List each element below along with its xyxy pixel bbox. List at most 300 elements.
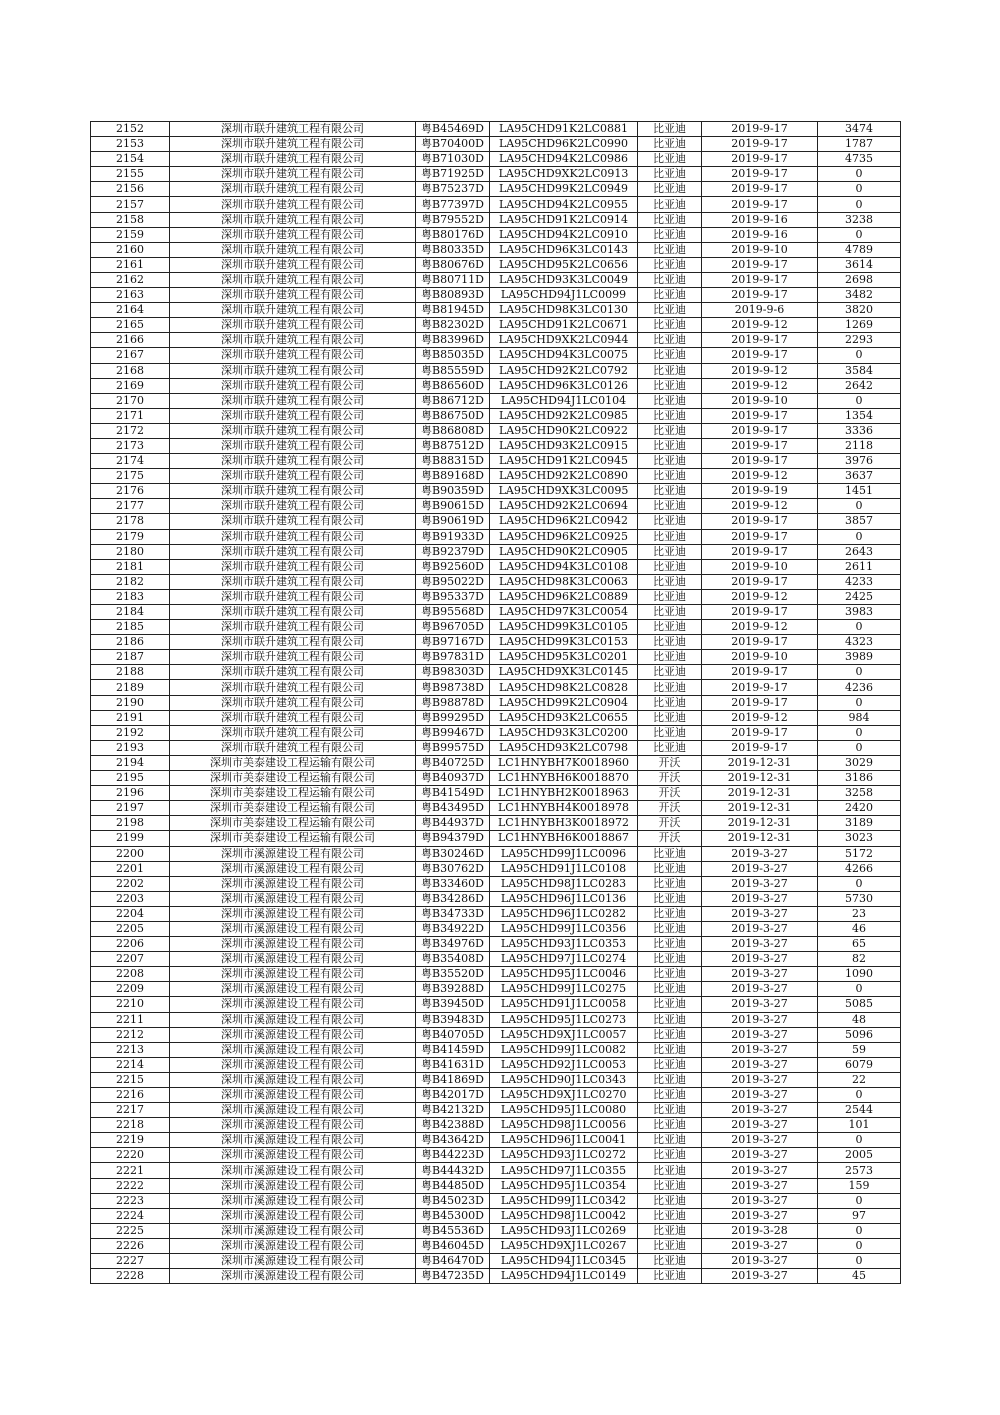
row-number-cell: 2217 [91,1103,170,1118]
brand-cell: 比亚迪 [638,1118,702,1133]
row-number-cell: 2210 [91,997,170,1012]
row-number-cell: 2173 [91,438,170,453]
vin-cell: LA95CHD9XJ1LC0267 [490,1238,638,1253]
plate-number-cell: 粤B45023D [416,1193,490,1208]
company-name-cell: 深圳市溪源建设工程有限公司 [170,997,416,1012]
vin-cell: LA95CHD9XK3LC0095 [490,484,638,499]
row-number-cell: 2215 [91,1072,170,1087]
date-cell: 2019-9-17 [702,514,818,529]
row-number-cell: 2199 [91,831,170,846]
brand-cell: 比亚迪 [638,454,702,469]
brand-cell: 比亚迪 [638,1042,702,1057]
brand-cell: 比亚迪 [638,605,702,620]
value-cell: 2611 [818,559,901,574]
vin-cell: LA95CHD90K2LC0922 [490,423,638,438]
company-name-cell: 深圳市美泰建设工程运输有限公司 [170,816,416,831]
brand-cell: 比亚迪 [638,1012,702,1027]
plate-number-cell: 粤B81945D [416,303,490,318]
brand-cell: 比亚迪 [638,589,702,604]
vin-cell: LA95CHD90J1LC0343 [490,1072,638,1087]
value-cell: 5172 [818,846,901,861]
date-cell: 2019-9-17 [702,605,818,620]
vin-cell: LC1HNYBH4K0018978 [490,801,638,816]
row-number-cell: 2223 [91,1193,170,1208]
row-number-cell: 2161 [91,257,170,272]
plate-number-cell: 粤B34733D [416,906,490,921]
company-name-cell: 深圳市溪源建设工程有限公司 [170,846,416,861]
vin-cell: LA95CHD94K3LC0075 [490,348,638,363]
brand-cell: 比亚迪 [638,408,702,423]
value-cell: 3474 [818,122,901,137]
value-cell: 0 [818,1223,901,1238]
date-cell: 2019-9-17 [702,635,818,650]
date-cell: 2019-3-27 [702,1118,818,1133]
company-name-cell: 深圳市联升建筑工程有限公司 [170,589,416,604]
value-cell: 97 [818,1208,901,1223]
value-cell: 3584 [818,363,901,378]
date-cell: 2019-9-17 [702,167,818,182]
date-cell: 2019-9-12 [702,499,818,514]
value-cell: 4233 [818,574,901,589]
table-row [91,438,901,453]
vin-cell: LA95CHD96K2LC0942 [490,514,638,529]
brand-cell: 比亚迪 [638,182,702,197]
value-cell: 3820 [818,303,901,318]
row-number-cell: 2218 [91,1118,170,1133]
value-cell: 0 [818,499,901,514]
date-cell: 2019-9-17 [702,272,818,287]
plate-number-cell: 粤B97831D [416,650,490,665]
value-cell: 2573 [818,1163,901,1178]
date-cell: 2019-9-10 [702,393,818,408]
vin-cell: LA95CHD9XK2LC0913 [490,167,638,182]
brand-cell: 比亚迪 [638,393,702,408]
value-cell: 46 [818,921,901,936]
plate-number-cell: 粤B47235D [416,1269,490,1284]
company-name-cell: 深圳市溪源建设工程有限公司 [170,1133,416,1148]
brand-cell: 比亚迪 [638,363,702,378]
plate-number-cell: 粤B86712D [416,393,490,408]
company-name-cell: 深圳市联升建筑工程有限公司 [170,257,416,272]
table-row [91,197,901,212]
vin-cell: LA95CHD99J1LC0096 [490,846,638,861]
brand-cell: 开沃 [638,816,702,831]
table-row [91,137,901,152]
date-cell: 2019-12-31 [702,755,818,770]
date-cell: 2019-9-10 [702,650,818,665]
row-number-cell: 2162 [91,272,170,287]
vehicle-registry-table [90,121,901,1284]
table-row [91,499,901,514]
brand-cell: 比亚迪 [638,665,702,680]
date-cell: 2019-9-17 [702,257,818,272]
brand-cell: 比亚迪 [638,288,702,303]
row-number-cell: 2158 [91,212,170,227]
table-row [91,182,901,197]
plate-number-cell: 粤B41459D [416,1042,490,1057]
date-cell: 2019-3-27 [702,861,818,876]
row-number-cell: 2204 [91,906,170,921]
brand-cell: 开沃 [638,786,702,801]
table-row [91,635,901,650]
vin-cell: LA95CHD9XK2LC0944 [490,333,638,348]
table-row [91,1012,901,1027]
date-cell: 2019-3-27 [702,1042,818,1057]
table-row [91,801,901,816]
vin-cell: LA95CHD97J1LC0274 [490,952,638,967]
value-cell: 45 [818,1269,901,1284]
row-number-cell: 2205 [91,921,170,936]
row-number-cell: 2198 [91,816,170,831]
row-number-cell: 2225 [91,1223,170,1238]
brand-cell: 比亚迪 [638,710,702,725]
vin-cell: LA95CHD96K3LC0143 [490,242,638,257]
plate-number-cell: 粤B88315D [416,454,490,469]
value-cell: 3983 [818,605,901,620]
date-cell: 2019-3-27 [702,921,818,936]
company-name-cell: 深圳市联升建筑工程有限公司 [170,665,416,680]
company-name-cell: 深圳市联升建筑工程有限公司 [170,137,416,152]
plate-number-cell: 粤B79552D [416,212,490,227]
company-name-cell: 深圳市溪源建设工程有限公司 [170,1254,416,1269]
brand-cell: 比亚迪 [638,967,702,982]
row-number-cell: 2224 [91,1208,170,1223]
value-cell: 2420 [818,801,901,816]
brand-cell: 比亚迪 [638,635,702,650]
brand-cell: 比亚迪 [638,1254,702,1269]
date-cell: 2019-9-17 [702,408,818,423]
table-row [91,348,901,363]
vin-cell: LA95CHD98K3LC0130 [490,303,638,318]
row-number-cell: 2183 [91,589,170,604]
brand-cell: 比亚迪 [638,318,702,333]
company-name-cell: 深圳市溪源建设工程有限公司 [170,861,416,876]
vin-cell: LA95CHD93J1LC0353 [490,937,638,952]
company-name-cell: 深圳市联升建筑工程有限公司 [170,740,416,755]
company-name-cell: 深圳市联升建筑工程有限公司 [170,710,416,725]
vehicle-registry-table-page [90,121,900,1284]
vin-cell: LC1HNYBH6K0018870 [490,771,638,786]
row-number-cell: 2192 [91,725,170,740]
brand-cell: 比亚迪 [638,1148,702,1163]
table-row [91,1163,901,1178]
brand-cell: 比亚迪 [638,1269,702,1284]
row-number-cell: 2207 [91,952,170,967]
company-name-cell: 深圳市联升建筑工程有限公司 [170,393,416,408]
date-cell: 2019-9-17 [702,288,818,303]
table-row [91,423,901,438]
brand-cell: 比亚迪 [638,574,702,589]
vin-cell: LA95CHD95J1LC0080 [490,1103,638,1118]
brand-cell: 比亚迪 [638,167,702,182]
table-row [91,725,901,740]
company-name-cell: 深圳市溪源建设工程有限公司 [170,1238,416,1253]
vin-cell: LA95CHD97K3LC0054 [490,605,638,620]
value-cell: 0 [818,876,901,891]
table-row [91,952,901,967]
value-cell: 3186 [818,771,901,786]
vin-cell: LA95CHD91K2LC0914 [490,212,638,227]
plate-number-cell: 粤B30246D [416,846,490,861]
row-number-cell: 2214 [91,1057,170,1072]
date-cell: 2019-9-17 [702,348,818,363]
brand-cell: 比亚迪 [638,242,702,257]
vin-cell: LA95CHD99J1LC0275 [490,982,638,997]
table-row [91,1193,901,1208]
plate-number-cell: 粤B99467D [416,725,490,740]
table-row [91,257,901,272]
row-number-cell: 2209 [91,982,170,997]
brand-cell: 比亚迪 [638,1072,702,1087]
table-row [91,1133,901,1148]
date-cell: 2019-3-27 [702,1193,818,1208]
row-number-cell: 2175 [91,469,170,484]
value-cell: 0 [818,348,901,363]
table-row [91,454,901,469]
vin-cell: LA95CHD95J1LC0046 [490,967,638,982]
brand-cell: 比亚迪 [638,1163,702,1178]
date-cell: 2019-3-28 [702,1223,818,1238]
vin-cell: LA95CHD92K2LC0890 [490,469,638,484]
row-number-cell: 2200 [91,846,170,861]
plate-number-cell: 粤B98303D [416,665,490,680]
row-number-cell: 2157 [91,197,170,212]
company-name-cell: 深圳市联升建筑工程有限公司 [170,333,416,348]
date-cell: 2019-9-17 [702,333,818,348]
company-name-cell: 深圳市联升建筑工程有限公司 [170,167,416,182]
brand-cell: 比亚迪 [638,1178,702,1193]
brand-cell: 比亚迪 [638,423,702,438]
value-cell: 4236 [818,680,901,695]
value-cell: 2118 [818,438,901,453]
date-cell: 2019-9-17 [702,725,818,740]
row-number-cell: 2213 [91,1042,170,1057]
row-number-cell: 2212 [91,1027,170,1042]
vin-cell: LA95CHD9XJ1LC0270 [490,1088,638,1103]
date-cell: 2019-12-31 [702,816,818,831]
table-row [91,152,901,167]
date-cell: 2019-9-10 [702,242,818,257]
plate-number-cell: 粤B42388D [416,1118,490,1133]
company-name-cell: 深圳市美泰建设工程运输有限公司 [170,801,416,816]
company-name-cell: 深圳市溪源建设工程有限公司 [170,1223,416,1238]
row-number-cell: 2227 [91,1254,170,1269]
date-cell: 2019-9-6 [702,303,818,318]
plate-number-cell: 粤B98878D [416,695,490,710]
row-number-cell: 2208 [91,967,170,982]
plate-number-cell: 粤B44223D [416,1148,490,1163]
plate-number-cell: 粤B85559D [416,363,490,378]
company-name-cell: 深圳市溪源建设工程有限公司 [170,982,416,997]
vin-cell: LC1HNYBH6K0018867 [490,831,638,846]
plate-number-cell: 粤B46045D [416,1238,490,1253]
table-row [91,650,901,665]
plate-number-cell: 粤B86560D [416,378,490,393]
table-row [91,167,901,182]
vin-cell: LA95CHD91K2LC0881 [490,122,638,137]
plate-number-cell: 粤B30762D [416,861,490,876]
vin-cell: LA95CHD90K2LC0905 [490,544,638,559]
value-cell: 0 [818,167,901,182]
date-cell: 2019-3-27 [702,1072,818,1087]
plate-number-cell: 粤B80676D [416,257,490,272]
plate-number-cell: 粤B39288D [416,982,490,997]
value-cell: 5085 [818,997,901,1012]
brand-cell: 比亚迪 [638,152,702,167]
plate-number-cell: 粤B92379D [416,544,490,559]
table-row [91,831,901,846]
brand-cell: 比亚迪 [638,227,702,242]
plate-number-cell: 粤B85035D [416,348,490,363]
brand-cell: 比亚迪 [638,499,702,514]
company-name-cell: 深圳市美泰建设工程运输有限公司 [170,755,416,770]
plate-number-cell: 粤B95337D [416,589,490,604]
table-row [91,1103,901,1118]
date-cell: 2019-9-12 [702,620,818,635]
plate-number-cell: 粤B46470D [416,1254,490,1269]
brand-cell: 比亚迪 [638,1027,702,1042]
vin-cell: LA95CHD93K3LC0049 [490,272,638,287]
vin-cell: LA95CHD93J1LC0272 [490,1148,638,1163]
row-number-cell: 2188 [91,665,170,680]
date-cell: 2019-3-27 [702,1178,818,1193]
row-number-cell: 2153 [91,137,170,152]
vin-cell: LA95CHD96K2LC0990 [490,137,638,152]
plate-number-cell: 粤B44432D [416,1163,490,1178]
date-cell: 2019-9-12 [702,589,818,604]
row-number-cell: 2189 [91,680,170,695]
date-cell: 2019-9-17 [702,454,818,469]
row-number-cell: 2211 [91,1012,170,1027]
vin-cell: LA95CHD99K3LC0105 [490,620,638,635]
value-cell: 2293 [818,333,901,348]
vin-cell: LA95CHD96K2LC0925 [490,529,638,544]
plate-number-cell: 粤B35520D [416,967,490,982]
brand-cell: 开沃 [638,801,702,816]
table-row [91,1027,901,1042]
brand-cell: 比亚迪 [638,740,702,755]
date-cell: 2019-9-17 [702,122,818,137]
date-cell: 2019-3-27 [702,1148,818,1163]
plate-number-cell: 粤B95568D [416,605,490,620]
value-cell: 0 [818,620,901,635]
table-row [91,1072,901,1087]
company-name-cell: 深圳市联升建筑工程有限公司 [170,454,416,469]
row-number-cell: 2195 [91,771,170,786]
row-number-cell: 2167 [91,348,170,363]
date-cell: 2019-3-27 [702,1163,818,1178]
company-name-cell: 深圳市美泰建设工程运输有限公司 [170,831,416,846]
row-number-cell: 2185 [91,620,170,635]
plate-number-cell: 粤B98738D [416,680,490,695]
company-name-cell: 深圳市联升建筑工程有限公司 [170,514,416,529]
brand-cell: 比亚迪 [638,650,702,665]
row-number-cell: 2163 [91,288,170,303]
value-cell: 0 [818,197,901,212]
table-row [91,574,901,589]
date-cell: 2019-3-27 [702,982,818,997]
brand-cell: 比亚迪 [638,333,702,348]
company-name-cell: 深圳市联升建筑工程有限公司 [170,318,416,333]
date-cell: 2019-9-16 [702,212,818,227]
plate-number-cell: 粤B45536D [416,1223,490,1238]
date-cell: 2019-9-12 [702,469,818,484]
company-name-cell: 深圳市溪源建设工程有限公司 [170,876,416,891]
brand-cell: 比亚迪 [638,348,702,363]
row-number-cell: 2226 [91,1238,170,1253]
company-name-cell: 深圳市美泰建设工程运输有限公司 [170,771,416,786]
company-name-cell: 深圳市溪源建设工程有限公司 [170,952,416,967]
brand-cell: 开沃 [638,831,702,846]
row-number-cell: 2156 [91,182,170,197]
vin-cell: LA95CHD93K2LC0915 [490,438,638,453]
plate-number-cell: 粤B39483D [416,1012,490,1027]
date-cell: 2019-9-16 [702,227,818,242]
vin-cell: LA95CHD96K2LC0889 [490,589,638,604]
plate-number-cell: 粤B44850D [416,1178,490,1193]
brand-cell: 比亚迪 [638,1208,702,1223]
brand-cell: 比亚迪 [638,1193,702,1208]
company-name-cell: 深圳市联升建筑工程有限公司 [170,605,416,620]
table-row [91,393,901,408]
plate-number-cell: 粤B90619D [416,514,490,529]
table-row [91,1238,901,1253]
date-cell: 2019-3-27 [702,1012,818,1027]
table-row [91,1269,901,1284]
date-cell: 2019-9-12 [702,318,818,333]
date-cell: 2019-9-17 [702,529,818,544]
table-row [91,906,901,921]
row-number-cell: 2174 [91,454,170,469]
table-row [91,937,901,952]
company-name-cell: 深圳市溪源建设工程有限公司 [170,937,416,952]
company-name-cell: 深圳市联升建筑工程有限公司 [170,423,416,438]
vin-cell: LA95CHD94J1LC0099 [490,288,638,303]
company-name-cell: 深圳市溪源建设工程有限公司 [170,1027,416,1042]
row-number-cell: 2182 [91,574,170,589]
vin-cell: LA95CHD95K3LC0201 [490,650,638,665]
plate-number-cell: 粤B97167D [416,635,490,650]
table-row [91,816,901,831]
value-cell: 0 [818,227,901,242]
table-row [91,1057,901,1072]
company-name-cell: 深圳市溪源建设工程有限公司 [170,1178,416,1193]
date-cell: 2019-9-17 [702,182,818,197]
brand-cell: 比亚迪 [638,197,702,212]
brand-cell: 比亚迪 [638,544,702,559]
value-cell: 3023 [818,831,901,846]
row-number-cell: 2193 [91,740,170,755]
company-name-cell: 深圳市联升建筑工程有限公司 [170,272,416,287]
company-name-cell: 深圳市溪源建设工程有限公司 [170,1057,416,1072]
plate-number-cell: 粤B40937D [416,771,490,786]
plate-number-cell: 粤B43495D [416,801,490,816]
vin-cell: LA95CHD96K3LC0126 [490,378,638,393]
date-cell: 2019-3-27 [702,1088,818,1103]
vin-cell: LA95CHD94J1LC0149 [490,1269,638,1284]
date-cell: 2019-9-12 [702,378,818,393]
plate-number-cell: 粤B41549D [416,786,490,801]
company-name-cell: 深圳市溪源建设工程有限公司 [170,1208,416,1223]
plate-number-cell: 粤B71030D [416,152,490,167]
value-cell: 48 [818,1012,901,1027]
row-number-cell: 2170 [91,393,170,408]
table-row [91,1254,901,1269]
table-row [91,967,901,982]
date-cell: 2019-9-17 [702,665,818,680]
row-number-cell: 2219 [91,1133,170,1148]
row-number-cell: 2187 [91,650,170,665]
